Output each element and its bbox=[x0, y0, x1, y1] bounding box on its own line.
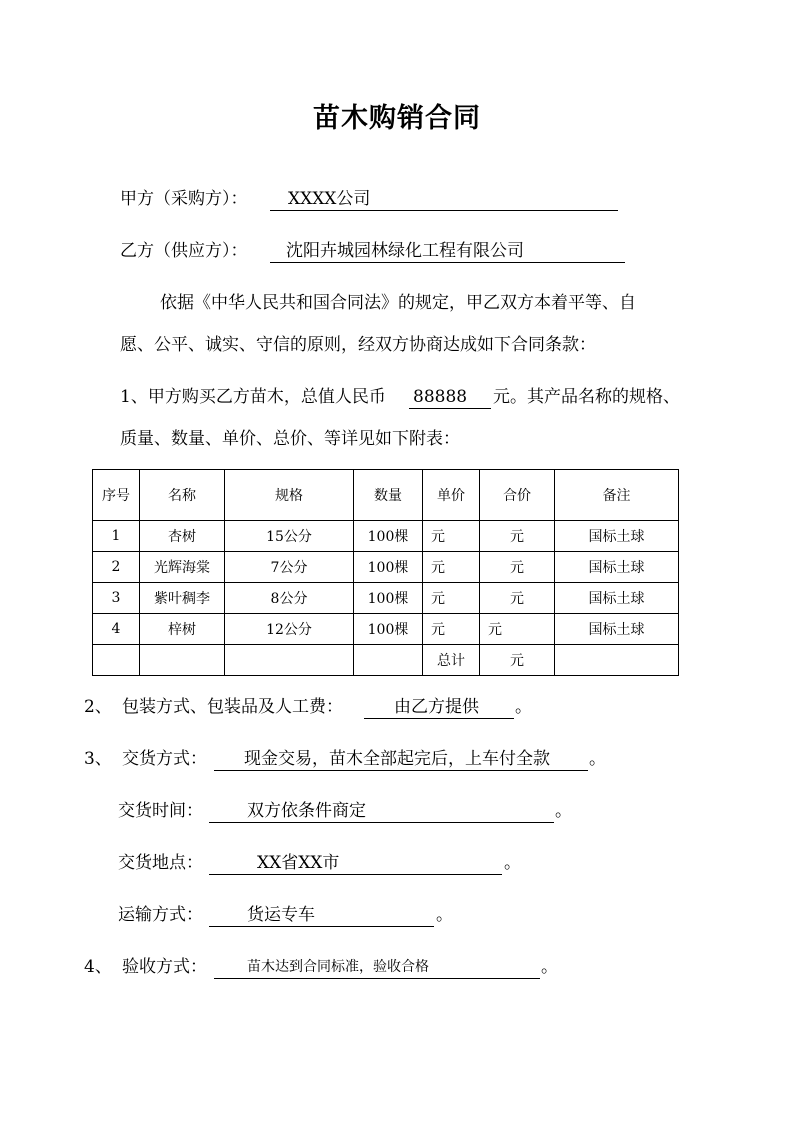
table-header-row bbox=[93, 470, 679, 521]
transport-end: 。 bbox=[436, 905, 453, 925]
document-title: 苗木购销合同 bbox=[313, 103, 481, 134]
party-b-value: 沈阳卉城园林绿化工程有限公司 bbox=[286, 241, 524, 261]
table-row bbox=[93, 552, 679, 583]
cell-quantity: 100棵 bbox=[354, 583, 423, 614]
cell-index: 3 bbox=[93, 583, 140, 614]
header-total-price: 合价 bbox=[480, 470, 555, 521]
transport-field bbox=[209, 904, 434, 927]
clause1-line-2: 质量、数量、单价、总价、等详见如下附表： bbox=[120, 429, 460, 449]
header-quantity: 数量 bbox=[354, 470, 423, 521]
header-index: 序号 bbox=[93, 470, 140, 521]
product-table bbox=[92, 469, 679, 676]
clause1-prefix: 1、甲方购买乙方苗木，总值人民币 bbox=[120, 387, 386, 407]
cell-index: 1 bbox=[93, 521, 140, 552]
header-unit-price: 单价 bbox=[423, 470, 480, 521]
cell-empty bbox=[354, 645, 423, 676]
total-value: 元 bbox=[480, 645, 555, 676]
table-row bbox=[93, 583, 679, 614]
delivery-time-field bbox=[209, 800, 554, 823]
clause2-number: 2、 bbox=[84, 697, 112, 717]
table-row bbox=[93, 614, 679, 645]
cell-remark: 国标土球 bbox=[555, 552, 679, 583]
clause2-end: 。 bbox=[515, 697, 532, 717]
party-b-label: 乙方（供应方）： bbox=[120, 241, 248, 261]
cell-total-price: 元 bbox=[480, 614, 555, 645]
party-a-value: XXXX公司 bbox=[288, 189, 371, 209]
cell-name: 紫叶稠李 bbox=[140, 583, 225, 614]
delivery-place-end: 。 bbox=[504, 853, 521, 873]
clause3-end: 。 bbox=[589, 749, 606, 769]
cell-quantity: 100棵 bbox=[354, 614, 423, 645]
cell-name: 杏树 bbox=[140, 521, 225, 552]
delivery-place-label: 交货地点： bbox=[118, 853, 203, 873]
clause4-end: 。 bbox=[541, 957, 558, 977]
delivery-time-label: 交货时间： bbox=[118, 801, 203, 821]
clause2-field bbox=[364, 696, 514, 719]
clause4-field bbox=[214, 956, 540, 979]
cell-spec: 7公分 bbox=[225, 552, 354, 583]
cell-spec: 15公分 bbox=[225, 521, 354, 552]
clause4-value: 苗木达到合同标准，验收合格 bbox=[247, 959, 429, 975]
clause3-field bbox=[214, 748, 588, 771]
cell-quantity: 100棵 bbox=[354, 552, 423, 583]
cell-total-price: 元 bbox=[480, 552, 555, 583]
party-b-field bbox=[270, 240, 625, 263]
clause3-label: 交货方式： bbox=[122, 749, 207, 769]
cell-index: 4 bbox=[93, 614, 140, 645]
delivery-time-end: 。 bbox=[555, 801, 572, 821]
transport-label: 运输方式： bbox=[118, 905, 203, 925]
cell-remark: 国标土球 bbox=[555, 583, 679, 614]
cell-name: 光辉海棠 bbox=[140, 552, 225, 583]
cell-spec: 12公分 bbox=[225, 614, 354, 645]
header-remark: 备注 bbox=[555, 470, 679, 521]
cell-index: 2 bbox=[93, 552, 140, 583]
total-label: 总计 bbox=[423, 645, 480, 676]
cell-total-price: 元 bbox=[480, 583, 555, 614]
table-row bbox=[93, 521, 679, 552]
clause1-amount: 88888 bbox=[413, 387, 468, 407]
clause3-number: 3、 bbox=[84, 749, 112, 769]
clause4-number: 4、 bbox=[84, 957, 112, 977]
intro-line-2: 愿、公平、诚实、守信的原则，经双方协商达成如下合同条款： bbox=[120, 335, 596, 355]
delivery-place-field bbox=[209, 852, 502, 875]
clause2-label: 包装方式、包装品及人工费： bbox=[122, 697, 343, 717]
cell-unit-price: 元 bbox=[423, 583, 480, 614]
cell-unit-price: 元 bbox=[423, 521, 480, 552]
clause3-value: 现金交易，苗木全部起完后，上车付全款 bbox=[244, 749, 550, 769]
cell-empty bbox=[140, 645, 225, 676]
clause1-suffix: 元。其产品名称的规格、 bbox=[493, 387, 680, 407]
clause1-amount-field bbox=[409, 386, 491, 409]
cell-remark: 国标土球 bbox=[555, 614, 679, 645]
transport-value: 货运专车 bbox=[247, 905, 315, 925]
table-total-row bbox=[93, 645, 679, 676]
header-spec: 规格 bbox=[225, 470, 354, 521]
cell-unit-price: 元 bbox=[423, 614, 480, 645]
intro-line-1: 依据《中华人民共和国合同法》的规定，甲乙双方本着平等、自 bbox=[160, 293, 636, 313]
header-name: 名称 bbox=[140, 470, 225, 521]
cell-unit-price: 元 bbox=[423, 552, 480, 583]
cell-empty bbox=[555, 645, 679, 676]
party-a-field bbox=[270, 188, 618, 211]
cell-name: 梓树 bbox=[140, 614, 225, 645]
cell-quantity: 100棵 bbox=[354, 521, 423, 552]
cell-total-price: 元 bbox=[480, 521, 555, 552]
clause4-label: 验收方式： bbox=[122, 957, 207, 977]
cell-spec: 8公分 bbox=[225, 583, 354, 614]
cell-empty bbox=[93, 645, 140, 676]
cell-remark: 国标土球 bbox=[555, 521, 679, 552]
delivery-time-value: 双方依条件商定 bbox=[247, 801, 366, 821]
clause2-value: 由乙方提供 bbox=[394, 697, 479, 717]
party-a-label: 甲方（采购方）： bbox=[120, 189, 248, 209]
cell-empty bbox=[225, 645, 354, 676]
delivery-place-value: XX省XX市 bbox=[257, 853, 340, 873]
